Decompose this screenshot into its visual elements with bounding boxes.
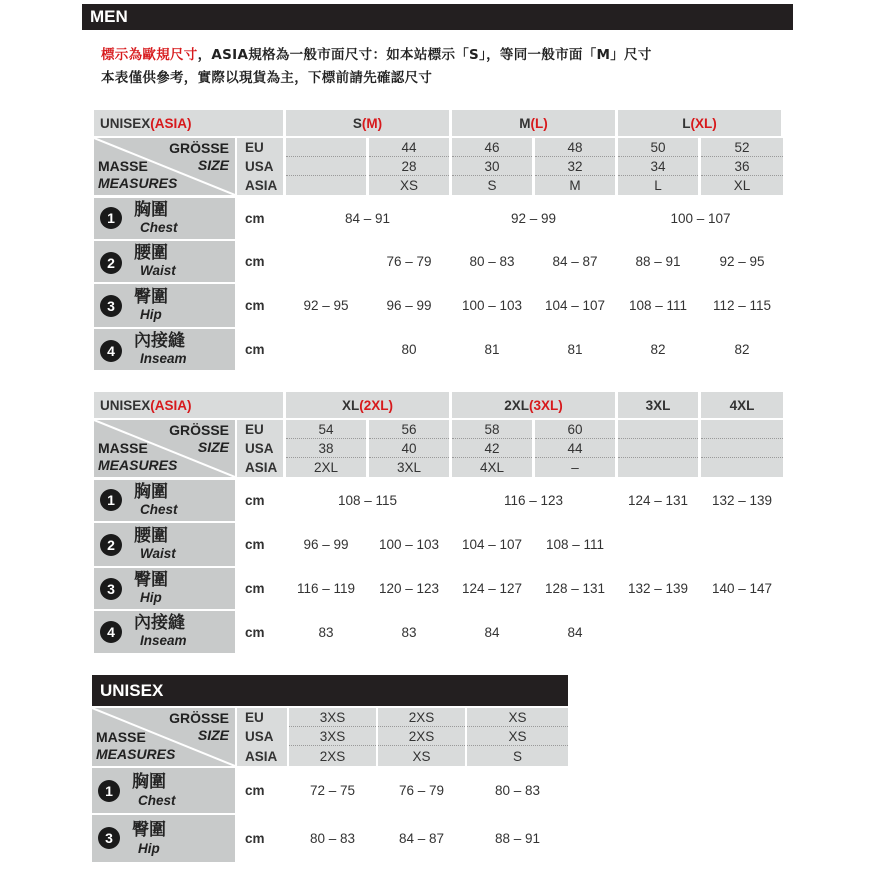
number-4-icon: 4 [100,621,122,643]
table3-title: UNISEX [100,680,164,700]
chest-row-label [94,198,235,239]
hip-value-cell: 108 – 111 [618,284,698,327]
inseam-value-cell: 82 [618,329,698,370]
hip-value-cell: 80 – 83 [289,815,376,862]
eu-size-cell: 2XS [378,708,465,727]
cm-unit: cm [237,611,283,653]
eu-size-cell: 56 [369,420,449,439]
size-notes [101,44,652,90]
chest-zh: 胸圍 [134,200,168,220]
eu-size-cell [286,138,366,157]
usa-size-cell: 38 [286,439,366,458]
inseam-value-cell: 81 [452,329,532,370]
asia-size-cell [701,458,783,477]
masse-measures-label [98,158,177,192]
chest-en: Chest [138,793,176,808]
waist-value-cell: 96 – 99 [286,523,366,566]
asia-size-cell: 2XL [286,458,366,477]
inseam-zh: 內接縫 [134,613,185,633]
table1-masse-cell [94,138,235,195]
group-main: XL [341,397,360,413]
chest-value-cell: 92 – 99 [452,198,615,239]
group-main: M [519,115,531,131]
masse-label: MASSE [96,729,146,745]
number-2-icon: 2 [100,252,122,274]
masse-measures-label [98,440,177,474]
waist-value-cell: 108 – 111 [535,523,615,566]
note-rest: ，ASIA規格為一般市面尺寸：如本站標示「S」，等同一般市面「M」尺寸 [197,47,652,63]
eu-label: EU [237,420,283,439]
cm-unit: cm [237,768,287,813]
usa-size-cell: 2XS [378,727,465,746]
usa-size-cell: 30 [452,157,532,176]
cm-unit: cm [237,480,283,521]
table3-masse-cell [92,708,235,766]
inseam-value-cell [618,611,698,653]
asia-size-cell: M [535,176,615,195]
hip-row-label [94,284,235,327]
table2-masse-cell [94,420,235,477]
waist-en: Waist [140,263,176,278]
eu-size-cell: 44 [369,138,449,157]
chest-zh: 胸圍 [132,772,166,792]
chest-row-label [92,768,235,813]
table2-group-3xl [618,392,698,418]
eu-size-cell: 60 [535,420,615,439]
waist-zh: 腰圍 [134,243,168,263]
measures-label: MEASURES [98,175,178,191]
number-1-icon: 1 [100,207,122,229]
hip-row-label [92,815,235,862]
table1-title-main: UNISEX [100,115,151,131]
masse-measures-label [96,729,175,763]
usa-label: USA [237,727,287,746]
hip-value-cell: 96 – 99 [369,284,449,327]
group-main: S [352,115,362,131]
number-2-icon: 2 [100,534,122,556]
cm-unit: cm [237,198,283,239]
usa-size-cell [618,439,698,458]
size-label: SIZE [197,439,229,455]
asia-size-cell: 4XL [452,458,532,477]
cm-unit: cm [237,568,283,609]
note-line-1 [101,44,652,67]
usa-size-cell: 42 [452,439,532,458]
usa-label: USA [237,439,283,458]
hip-value-cell: 116 – 119 [286,568,366,609]
chest-value-cell: 80 – 83 [467,768,568,813]
waist-value-cell: 80 – 83 [452,241,532,282]
number-3-icon: 3 [100,578,122,600]
chest-value-cell: 76 – 79 [378,768,465,813]
inseam-value-cell [701,611,783,653]
grosse-size-label [169,140,229,174]
asia-size-cell: XS [378,746,465,766]
waist-zh: 腰圍 [134,526,168,546]
chest-value-cell: 72 – 75 [289,768,376,813]
table1-title-red: (ASIA) [150,115,192,131]
eu-size-cell: 48 [535,138,615,157]
number-3-icon: 3 [100,295,122,317]
waist-value-cell: 100 – 103 [369,523,449,566]
chest-value-cell: 108 – 115 [286,480,449,521]
chest-value-cell: 84 – 91 [286,198,449,239]
grosse-label: GRÖSSE [169,710,229,726]
table1-group-s [286,110,449,136]
usa-size-cell: 28 [369,157,449,176]
eu-size-cell [618,420,698,439]
group-main: L [682,115,691,131]
usa-size-cell: 32 [535,157,615,176]
cm-unit: cm [237,329,283,370]
asia-size-cell: 2XS [289,746,376,766]
group-main: 4XL [729,397,755,413]
hip-value-cell: 84 – 87 [378,815,465,862]
hip-en: Hip [140,307,162,322]
men-title-bar [82,4,793,30]
hip-value-cell: 124 – 127 [452,568,532,609]
chest-en: Chest [140,220,178,235]
usa-label: USA [237,157,283,176]
group-red: (2XL) [359,397,393,413]
measures-label: MEASURES [98,457,178,473]
inseam-value-cell: 83 [369,611,449,653]
men-title: MEN [90,7,128,26]
usa-size-cell [286,157,366,176]
hip-en: Hip [140,590,162,605]
masse-label: MASSE [98,158,148,174]
size-label: SIZE [197,157,229,173]
asia-size-cell: S [452,176,532,195]
eu-size-cell: 50 [618,138,698,157]
waist-value-cell: 92 – 95 [701,241,783,282]
waist-value-cell [618,523,698,566]
asia-size-cell [286,176,366,195]
waist-row-label [94,523,235,566]
number-1-icon: 1 [98,780,120,802]
measures-label: MEASURES [96,746,176,762]
eu-size-cell: XS [467,708,568,727]
asia-label: ASIA [237,458,283,477]
inseam-value-cell: 83 [286,611,366,653]
table2-title-main: UNISEX [100,397,151,413]
inseam-row-label [94,611,235,653]
number-3-icon: 3 [98,827,120,849]
eu-size-cell: 46 [452,138,532,157]
hip-value-cell: 100 – 103 [452,284,532,327]
waist-value-cell: 76 – 79 [369,241,449,282]
asia-size-cell: – [535,458,615,477]
hip-zh: 臀圍 [134,570,168,590]
asia-label: ASIA [237,176,283,195]
hip-row-label [94,568,235,609]
hip-value-cell: 128 – 131 [535,568,615,609]
eu-size-cell: 58 [452,420,532,439]
eu-size-cell: 54 [286,420,366,439]
table2-title [94,392,283,418]
chest-value-cell: 132 – 139 [701,480,783,521]
group-red: (3XL) [529,397,563,413]
usa-size-cell: 40 [369,439,449,458]
chest-value-cell: 124 – 131 [618,480,698,521]
table2-group-xl [286,392,449,418]
group-main: 3XL [645,397,671,413]
inseam-value-cell: 81 [535,329,615,370]
waist-value-cell [701,523,783,566]
inseam-row-label [94,329,235,370]
grosse-size-label [169,422,229,456]
usa-size-cell: 3XS [289,727,376,746]
hip-value-cell: 92 – 95 [286,284,366,327]
inseam-value-cell: 84 [535,611,615,653]
inseam-en: Inseam [140,633,187,648]
asia-size-cell: L [618,176,698,195]
hip-value-cell: 88 – 91 [467,815,568,862]
usa-size-cell: 34 [618,157,698,176]
inseam-value-cell: 84 [452,611,532,653]
size-label: SIZE [197,727,229,743]
number-4-icon: 4 [100,340,122,362]
hip-value-cell: 132 – 139 [618,568,698,609]
table3-title-bar [92,675,568,706]
inseam-value-cell: 80 [369,329,449,370]
table2-group-4xl [701,392,783,418]
hip-value-cell: 120 – 123 [369,568,449,609]
hip-value-cell: 104 – 107 [535,284,615,327]
grosse-size-label [169,710,229,744]
eu-size-cell [701,420,783,439]
hip-zh: 臀圍 [134,287,168,307]
chest-en: Chest [140,502,178,517]
chest-value-cell: 100 – 107 [618,198,783,239]
waist-value-cell: 84 – 87 [535,241,615,282]
hip-zh: 臀圍 [132,820,166,840]
asia-size-cell: XL [701,176,783,195]
table1-group-l [618,110,781,136]
group-red: (M) [361,115,383,131]
cm-unit: cm [237,815,287,862]
eu-label: EU [237,708,287,727]
grosse-label: GRÖSSE [169,422,229,438]
eu-size-cell: 3XS [289,708,376,727]
cm-unit: cm [237,523,283,566]
hip-en: Hip [138,841,160,856]
waist-value-cell [286,241,366,282]
masse-label: MASSE [98,440,148,456]
chest-row-label [94,480,235,521]
note-line-2: 本表僅供參考，實際以現貨為主，下標前請先確認尺寸 [101,70,433,86]
inseam-value-cell [286,329,366,370]
asia-size-cell [618,458,698,477]
asia-size-cell: XS [369,176,449,195]
grosse-label: GRÖSSE [169,140,229,156]
table2-group-2xl [452,392,615,418]
cm-unit: cm [237,241,283,282]
asia-label: ASIA [237,746,287,766]
group-red: (L) [530,115,548,131]
asia-size-cell: 3XL [369,458,449,477]
hip-value-cell: 112 – 115 [701,284,783,327]
number-1-icon: 1 [100,489,122,511]
usa-size-cell [701,439,783,458]
eu-label: EU [237,138,283,157]
chest-zh: 胸圍 [134,482,168,502]
waist-en: Waist [140,546,176,561]
asia-size-cell: S [467,746,568,766]
usa-size-cell: 44 [535,439,615,458]
inseam-value-cell: 82 [701,329,783,370]
waist-value-cell: 88 – 91 [618,241,698,282]
table2-title-red: (ASIA) [150,397,192,413]
waist-value-cell: 104 – 107 [452,523,532,566]
hip-value-cell: 140 – 147 [701,568,783,609]
waist-row-label [94,241,235,282]
table1-group-m [452,110,615,136]
note-red: 標示為歐規尺寸 [101,47,198,63]
group-red: (XL) [690,115,717,131]
usa-size-cell: 36 [701,157,783,176]
group-main: 2XL [504,397,529,413]
eu-size-cell: 52 [701,138,783,157]
inseam-zh: 內接縫 [134,331,185,351]
chest-value-cell: 116 – 123 [452,480,615,521]
table1-title [94,110,283,136]
inseam-en: Inseam [140,351,187,366]
usa-size-cell: XS [467,727,568,746]
cm-unit: cm [237,284,283,327]
